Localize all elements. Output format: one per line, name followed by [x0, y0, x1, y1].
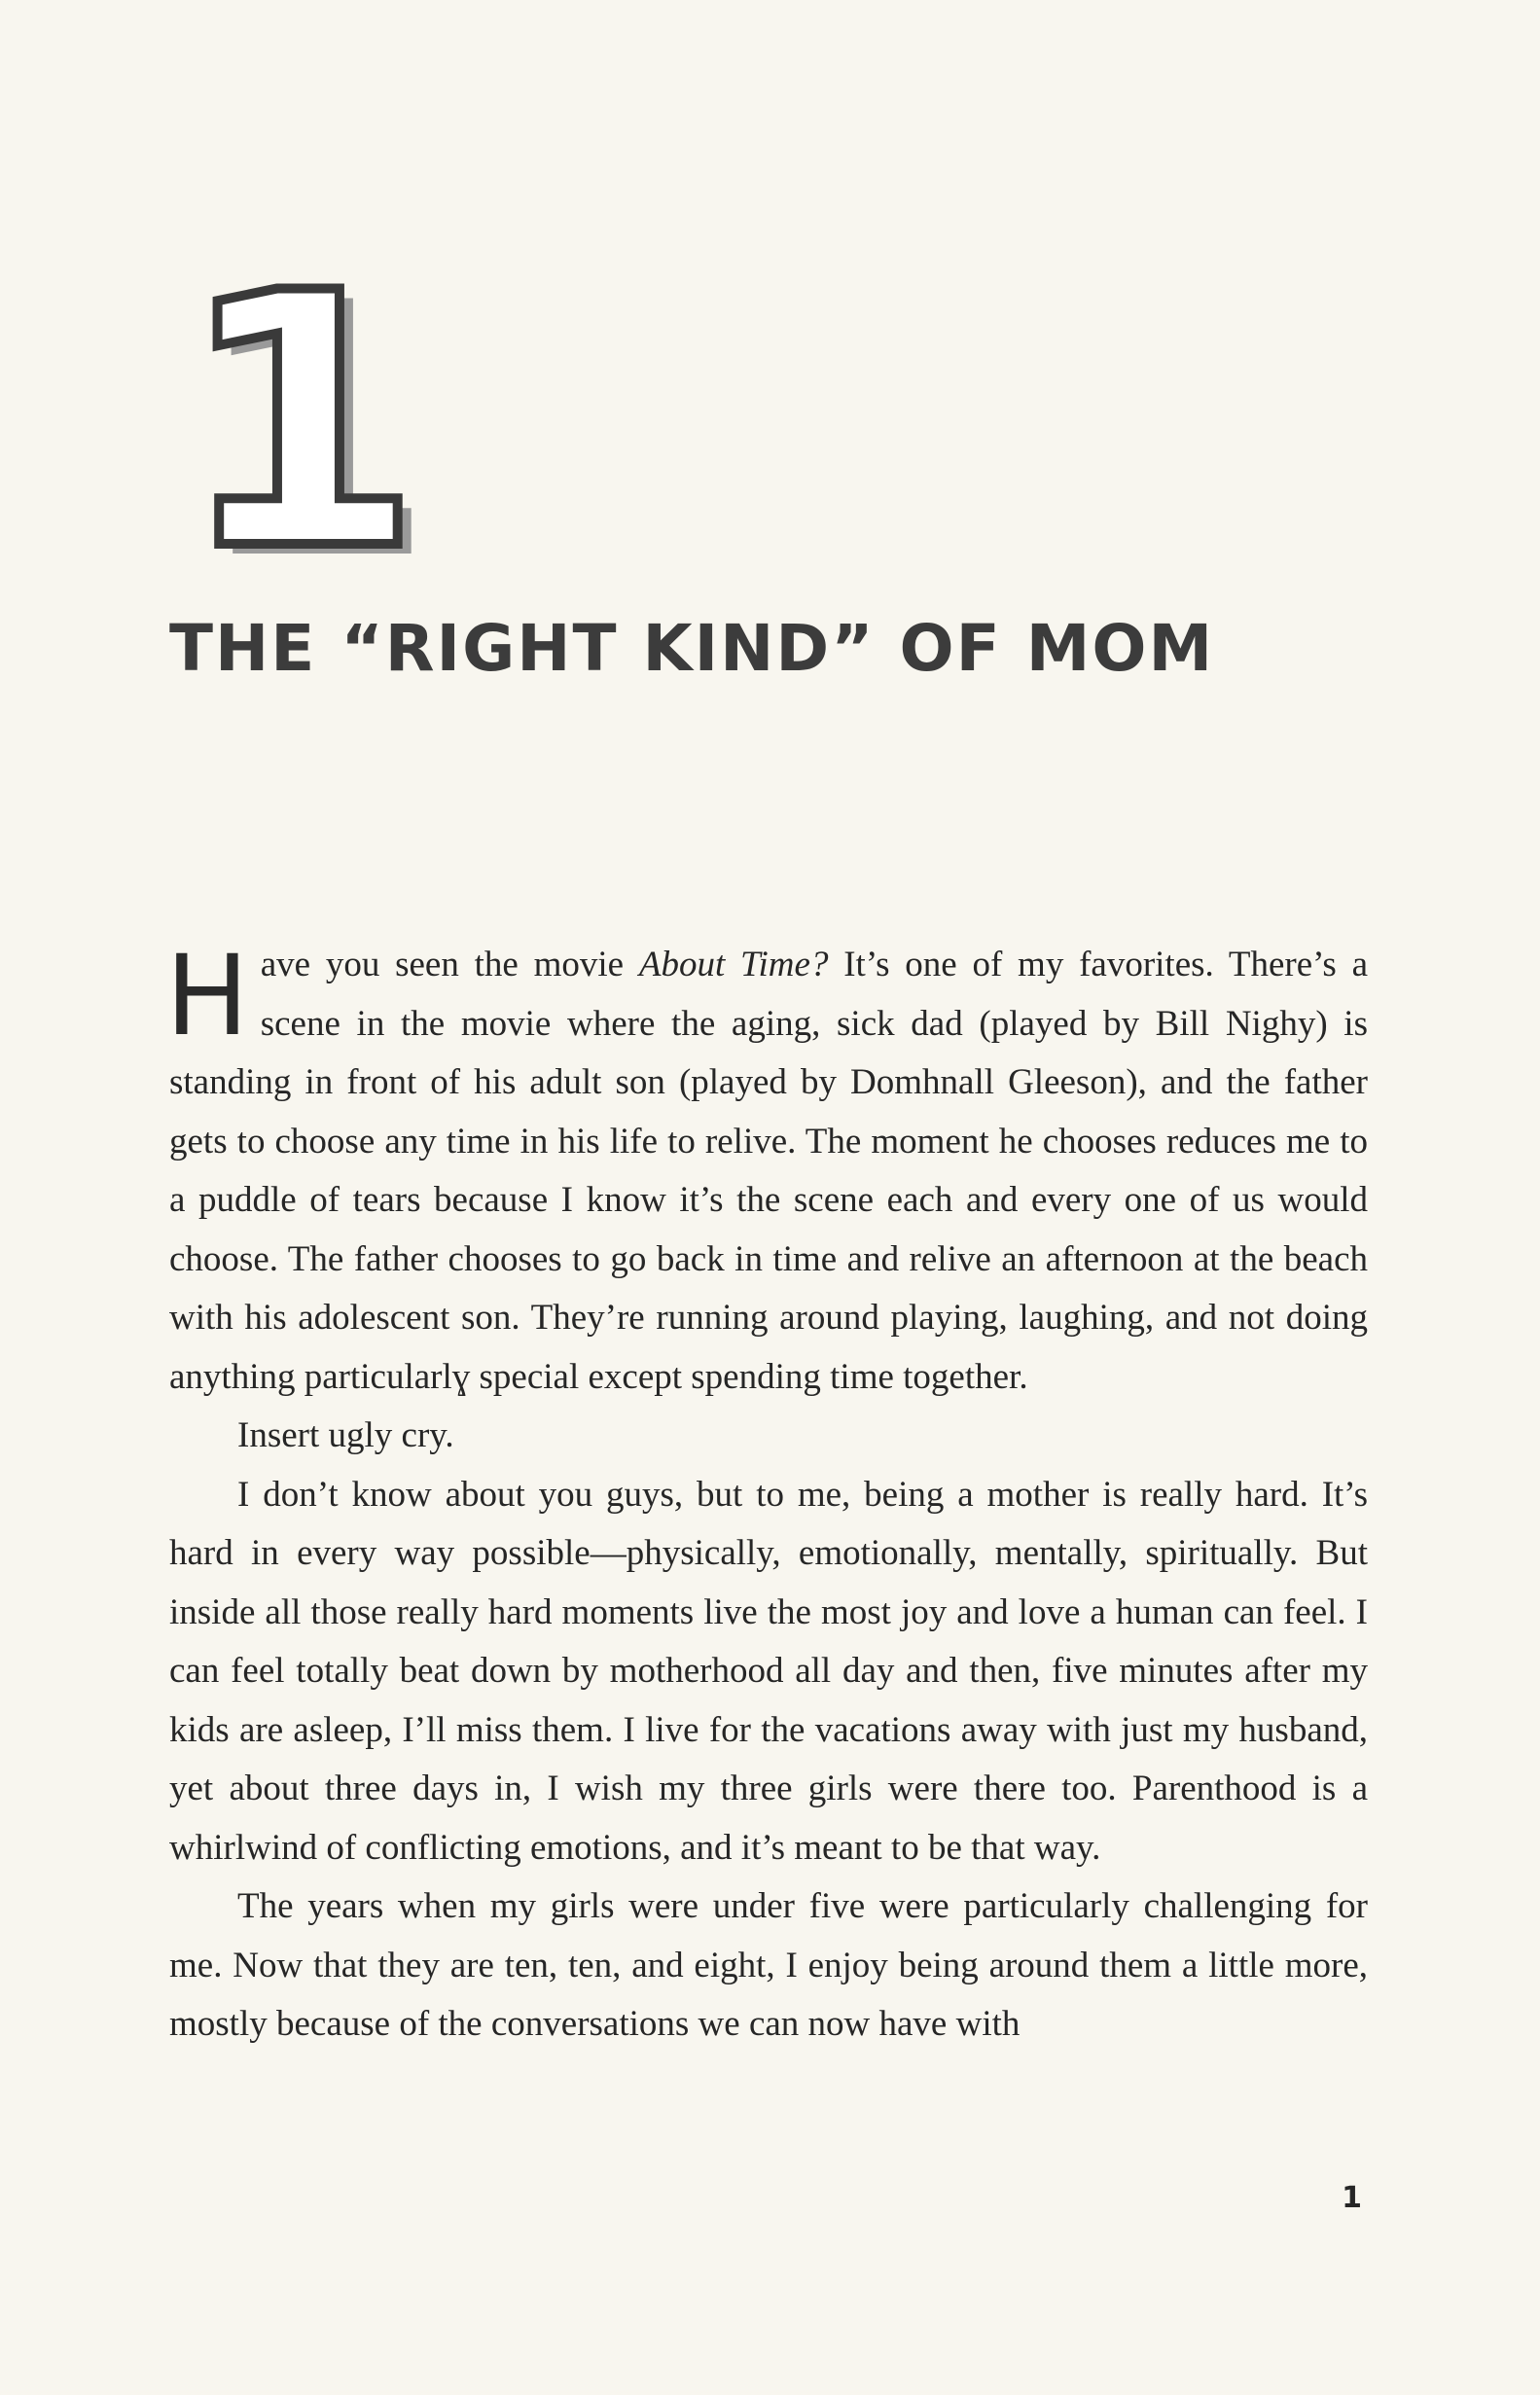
drop-cap: H: [165, 931, 249, 1060]
movie-title: About Time?: [638, 945, 829, 984]
paragraph-3: I don’t know about you guys, but to me, being a mother is really hard. It’s hard in every way possible—physically, emotionally, mentally, spiritually. But inside all those really hard moments live the most joy and love a human can feel. I can feel totally beat down by motherhood all day and then, five minutes after my kids are asleep, I’ll miss them. I live for the vacations away with just my husband, yet about three days in, I wish my three girls were there too. Parenthood is a whirlwind of conflicting emotions, and it’s meant to be that way.: [169, 1474, 1368, 1868]
paragraph-4: The years when my girls were under five were particularly challenging for me. Now that they are ten, ten, and eight, I enjoy being around them a little more, mostly because of the conversations we can now have with: [169, 1886, 1368, 2044]
chapter-title: THE “RIGHT KIND” OF MOM: [169, 611, 1215, 686]
page-number: 1: [1342, 2181, 1362, 2215]
paragraph-1: [165, 931, 1369, 1407]
print-glitch-glyph: ɣ: [451, 1356, 471, 1397]
chapter-number: 1: [178, 219, 422, 626]
paragraph-2: Insert ugly cry.: [237, 1415, 454, 1455]
chapter-body: [165, 931, 1369, 2055]
paragraph-1-text-b: It’s one of my favorites. There’s a scene in the movie where the aging, sick dad (played by Bill Nighy) is standing in front of his adult son (played by Domhnall Gleeson), and the father gets to choose any time in his life to relive. The moment he chooses reduces me to a puddle of tears because I know it’s the scene each and every one of us would choose. The father chooses to go back in time and relive an afternoon at the beach with his adolescent son. They’re running around playing, laughing, and not doing anything particularl: [169, 945, 1369, 1397]
paragraph-1-text-a: ave you seen the movie: [260, 945, 639, 984]
paragraph-1-text-c: special except spending time together.: [470, 1356, 1028, 1397]
